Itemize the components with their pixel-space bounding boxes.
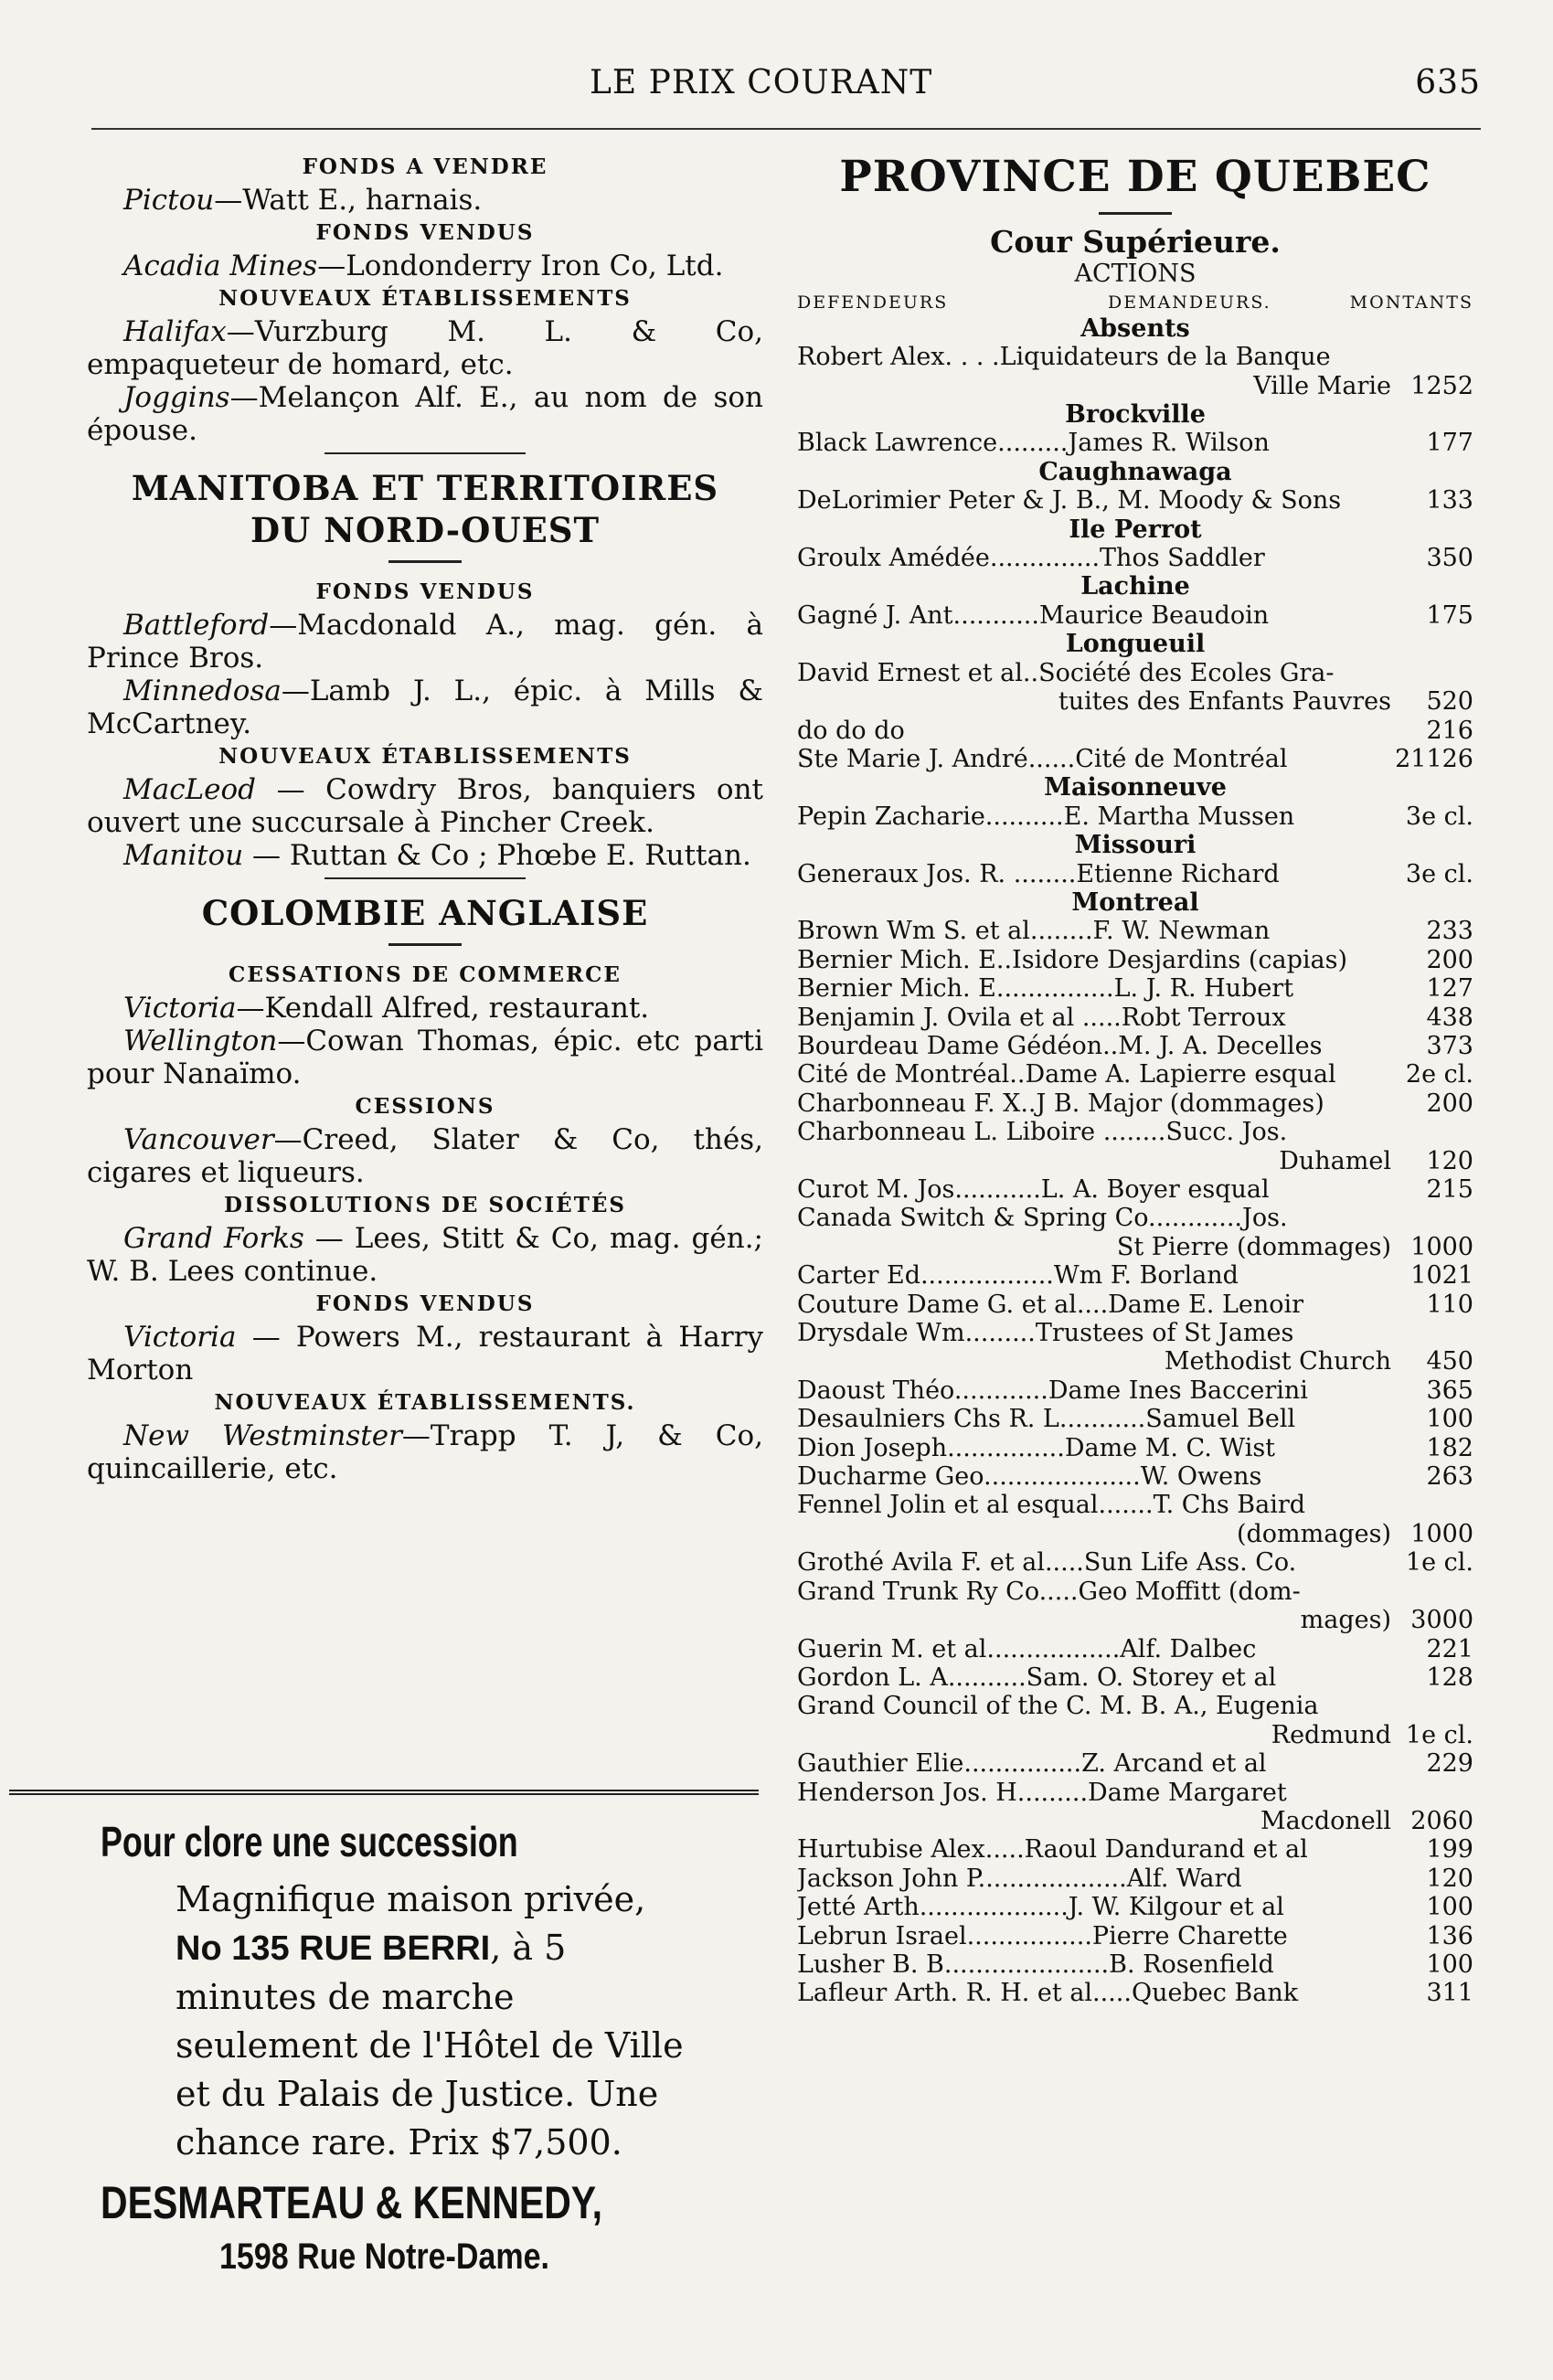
notice-entry — [87, 609, 763, 675]
action-row — [797, 1434, 1473, 1462]
action-amount: 136 — [1426, 1921, 1473, 1950]
section-rule — [324, 452, 526, 454]
notice-place: Pictou — [123, 184, 215, 217]
action-amount: 2e cl. — [1405, 1060, 1473, 1089]
place-heading: Brockville — [1065, 400, 1206, 430]
section-heading: FONDS VENDUS — [315, 579, 535, 604]
action-amount: 21126 — [1395, 744, 1473, 773]
notice-place: Victoria — [123, 1321, 237, 1354]
ad-firm: DESMARTEAU & KENNEDY, — [101, 2177, 603, 2228]
action-amount: 127 — [1426, 974, 1473, 1004]
notice-place: Victoria — [123, 992, 237, 1025]
ad-divider — [9, 1790, 759, 1795]
journal-title: LE PRIX COURANT — [590, 64, 933, 101]
action-row — [797, 802, 1473, 831]
action-row — [797, 1060, 1473, 1089]
action-amount: 133 — [1426, 486, 1473, 515]
action-parties: Pepin Zacharie..........E. Martha Mussen — [797, 802, 1295, 831]
ad-line2: , à 5 minutes de marche seulement de l'Hôtel de Ville et du Palais de Justice. Une chance rare. Prix $7,500. — [176, 1928, 684, 2162]
notice-entry — [87, 315, 763, 381]
action-row — [797, 1635, 1473, 1663]
action-parties: Jetté Arth...................J. W. Kilgour et al — [797, 1893, 1284, 1922]
action-row — [797, 1291, 1473, 1319]
action-amount: 200 — [1426, 1089, 1473, 1118]
column-headings — [797, 289, 1473, 314]
action-parties: Generaux Jos. R. ........Etienne Richard — [797, 859, 1280, 888]
action-row — [797, 1175, 1473, 1204]
action-amount: 1000 — [1410, 1519, 1473, 1548]
action-parties: Guerin M. et al.................Alf. Dalbec — [797, 1634, 1257, 1663]
action-row — [797, 1118, 1473, 1146]
action-row — [797, 1663, 1473, 1692]
action-parties: Lebrun Israel................Pierre Charette — [797, 1921, 1288, 1950]
action-amount: 100 — [1426, 1893, 1473, 1922]
col-defendeurs: DEFENDEURS — [797, 292, 949, 313]
action-row — [797, 1779, 1473, 1807]
action-parties: Bernier Mich. E...............L. J. R. Hubert — [797, 974, 1294, 1004]
action-amount: 1e cl. — [1405, 1548, 1473, 1578]
action-row — [797, 717, 1473, 745]
section-heading: FONDS VENDUS — [315, 1291, 535, 1316]
notice-place: Acadia Mines — [123, 250, 318, 282]
notice-place: MacLeod — [123, 773, 257, 806]
ad-firm-address: 1598 Rue Notre-Dame. — [219, 2237, 549, 2277]
place-heading: Missouri — [1074, 831, 1197, 860]
action-parties: Jackson John P...................Alf. Ward — [797, 1864, 1242, 1893]
action-parties: Gagné J. Ant...........Maurice Beaudoin — [797, 600, 1270, 630]
action-amount: 450 — [1426, 1347, 1473, 1376]
action-parties: St Pierre (dommages) — [1116, 1232, 1391, 1261]
action-row — [797, 1578, 1473, 1606]
action-parties: Benjamin J. Ovila et al .....Robt Terroux — [797, 1003, 1286, 1032]
advertisement — [101, 1817, 695, 2278]
action-parties: Redmund — [1271, 1720, 1391, 1749]
notice-entry — [87, 1321, 763, 1387]
section-heading: NOUVEAUX ÉTABLISSEMENTS — [218, 744, 632, 769]
action-parties: do do do — [797, 716, 905, 745]
action-row — [797, 745, 1473, 773]
action-parties: Henderson Jos. H.........Dame Margaret — [797, 1778, 1287, 1807]
notice-entry — [87, 381, 763, 447]
action-amount: 229 — [1426, 1749, 1473, 1779]
action-row — [797, 1721, 1473, 1749]
action-amount: 1252 — [1410, 371, 1473, 400]
notice-entry — [87, 250, 763, 282]
notice-text: —Trapp T. J, & Co, quincaillerie, etc. — [87, 1419, 763, 1485]
place-heading: Caughnawaga — [1038, 457, 1232, 486]
notice-text: — Powers M., restaurant à Harry Morton — [87, 1321, 763, 1387]
notice-text: — Lees, Stitt & Co, mag. gén.; W. B. Lees continue. — [87, 1222, 763, 1288]
action-row — [797, 1835, 1473, 1864]
notice-entry — [87, 1419, 763, 1485]
action-amount: 1021 — [1410, 1261, 1473, 1291]
section-heading: DISSOLUTIONS DE SOCIÉTÉS — [224, 1193, 626, 1217]
action-row — [797, 974, 1473, 1003]
action-amount: 120 — [1426, 1146, 1473, 1175]
action-amount: 1000 — [1410, 1232, 1473, 1261]
section-heading: FONDS VENDUS — [315, 220, 535, 245]
section-rule — [324, 877, 526, 879]
action-row — [797, 1950, 1473, 1979]
action-parties: (dommages) — [1236, 1519, 1391, 1548]
action-amount: 221 — [1426, 1634, 1473, 1663]
action-parties: Fennel Jolin et al esqual.......T. Chs Baird — [797, 1491, 1306, 1520]
action-parties: Gauthier Elie...............Z. Arcand et al — [797, 1749, 1267, 1779]
notice-text: —Lamb J. L., épic. à Mills & McCartney. — [87, 675, 763, 740]
action-amount: 100 — [1426, 1405, 1473, 1434]
notice-place: Manitou — [123, 839, 244, 872]
province-title: PROVINCE DE QUEBEC — [839, 152, 1431, 202]
action-amount: 175 — [1426, 600, 1473, 630]
action-row — [797, 486, 1473, 515]
notice-place: New Westminster — [123, 1419, 402, 1452]
notice-place: Grand Forks — [123, 1222, 304, 1255]
action-parties: Robert Alex. . . .Liquidateurs de la Banque — [797, 343, 1331, 372]
action-row — [797, 1004, 1473, 1032]
action-row — [797, 1606, 1473, 1634]
section-heading: NOUVEAUX ÉTABLISSEMENTS. — [214, 1390, 636, 1415]
action-amount: 216 — [1426, 716, 1473, 745]
action-row — [797, 1089, 1473, 1118]
notice-text: —Watt E., harnais. — [214, 184, 483, 217]
action-parties: Curot M. Jos...........L. A. Boyer esqual — [797, 1175, 1270, 1204]
ad-body — [176, 1875, 687, 2167]
action-amount: 215 — [1426, 1175, 1473, 1204]
action-amount: 373 — [1426, 1031, 1473, 1060]
action-row — [797, 343, 1473, 371]
notice-entry — [87, 773, 763, 839]
action-parties: Lusher B. B.....................B. Rosenfield — [797, 1950, 1274, 1979]
action-amount: 263 — [1426, 1462, 1473, 1492]
notice-entry — [87, 1123, 763, 1189]
action-parties: Grand Council of the C. M. B. A., Eugenia — [797, 1692, 1319, 1721]
action-row — [797, 1032, 1473, 1060]
action-amount: 200 — [1426, 945, 1473, 974]
action-amount: 1e cl. — [1405, 1720, 1473, 1749]
action-row — [797, 372, 1473, 400]
action-parties: Methodist Church — [1164, 1347, 1391, 1376]
ad-line1: Magnifique maison privée, — [176, 1879, 646, 1919]
action-amount: 199 — [1426, 1835, 1473, 1865]
action-parties: Cité de Montréal..Dame A. Lapierre esqual — [797, 1060, 1336, 1089]
manitoba-title-line1: MANITOBA ET TERRITOIRES — [131, 468, 719, 508]
action-amount: 3e cl. — [1405, 802, 1473, 831]
col-demandeurs: DEMANDEURS. — [1108, 292, 1271, 313]
notice-place: Battleford — [123, 609, 270, 642]
action-parties: mages) — [1300, 1606, 1391, 1635]
notice-place: Halifax — [123, 315, 227, 348]
action-parties: Desaulniers Chs R. L...........Samuel Bell — [797, 1405, 1296, 1434]
action-amount: 438 — [1426, 1003, 1473, 1032]
action-row — [797, 1865, 1473, 1893]
notice-text: —Melançon Alf. E., au nom de son épouse. — [87, 381, 763, 447]
action-row — [797, 1405, 1473, 1433]
actions-heading: ACTIONS — [1074, 260, 1197, 289]
action-parties: Bernier Mich. E..Isidore Desjardins (capias) — [797, 945, 1347, 974]
notice-text: —Macdonald A., mag. gén. à Prince Bros. — [87, 609, 763, 675]
notice-text: —Londonderry Iron Co, Ltd. — [317, 250, 724, 282]
notice-text: —Vurzburg M. L. & Co, empaqueteur de homard, etc. — [87, 315, 763, 381]
title-rule — [388, 943, 462, 946]
action-parties: Ste Marie J. André......Cité de Montréal — [797, 744, 1288, 773]
action-parties: Carter Ed.................Wm F. Borland — [797, 1261, 1239, 1291]
notice-entry — [87, 839, 763, 872]
notice-place: Wellington — [123, 1025, 278, 1057]
action-parties: Canada Switch & Spring Co............Jos. — [797, 1204, 1288, 1233]
action-parties: Grothé Avila F. et al.....Sun Life Ass. Co. — [797, 1548, 1297, 1578]
action-row — [797, 1462, 1473, 1491]
action-amount: 3e cl. — [1405, 859, 1473, 888]
action-parties: Brown Wm S. et al........F. W. Newman — [797, 917, 1271, 946]
action-row — [797, 1807, 1473, 1835]
action-row — [797, 1548, 1473, 1577]
col-montants: MONTANTS — [1349, 292, 1473, 313]
action-row — [797, 1204, 1473, 1232]
action-row — [797, 1347, 1473, 1376]
action-row — [797, 601, 1473, 630]
action-amount: 110 — [1426, 1290, 1473, 1319]
action-row — [797, 687, 1473, 716]
notice-place: Joggins — [123, 381, 230, 414]
title-rule — [388, 560, 462, 563]
action-parties: Groulx Amédée..............Thos Saddler — [797, 544, 1265, 573]
ad-headline: Pour clore une succession — [101, 1818, 518, 1865]
action-amount: 128 — [1426, 1663, 1473, 1692]
notice-text: —Kendall Alfred, restaurant. — [236, 992, 650, 1025]
action-parties: Macdonell — [1260, 1806, 1391, 1835]
action-row — [797, 1491, 1473, 1519]
action-parties: Couture Dame G. et al....Dame E. Lenoir — [797, 1290, 1304, 1319]
action-row — [797, 860, 1473, 888]
action-parties: Ville Marie — [1253, 371, 1391, 400]
action-row — [797, 1376, 1473, 1405]
actions-list — [797, 314, 1473, 2008]
action-row — [797, 1147, 1473, 1175]
action-parties: Ducharme Geo....................W. Owens — [797, 1462, 1262, 1492]
section-heading: CESSATIONS DE COMMERCE — [229, 962, 622, 987]
notice-text: — Ruttan & Co ; Phœbe E. Ruttan. — [243, 839, 751, 872]
notice-place: Minnedosa — [123, 675, 282, 707]
action-parties: Bourdeau Dame Gédéon..M. J. A. Decelles — [797, 1031, 1323, 1060]
section-heading: FONDS A VENDRE — [302, 154, 548, 179]
action-parties: Daoust Théo............Dame Ines Baccerini — [797, 1376, 1308, 1405]
action-row — [797, 1261, 1473, 1290]
action-row — [797, 1520, 1473, 1548]
action-amount: 120 — [1426, 1864, 1473, 1893]
notice-text: — Cowdry Bros, banquiers ont ouvert une succursale à Pincher Creek. — [87, 773, 763, 839]
action-parties: Dion Joseph...............Dame M. C. Wist — [797, 1433, 1276, 1462]
section-heading: NOUVEAUX ÉTABLISSEMENTS — [218, 286, 632, 311]
place-heading: Maisonneuve — [1044, 773, 1227, 802]
place-heading: Longueuil — [1065, 630, 1206, 659]
left-column — [87, 151, 763, 1485]
title-rule — [1099, 212, 1172, 215]
action-amount: 365 — [1426, 1376, 1473, 1405]
action-row — [797, 659, 1473, 687]
action-row — [797, 1233, 1473, 1261]
notice-entry — [87, 675, 763, 740]
place-heading: Lachine — [1080, 572, 1190, 601]
page-number: 635 — [1415, 64, 1481, 101]
action-parties: Lafleur Arth. R. H. et al.....Quebec Bank — [797, 1979, 1299, 2008]
notice-entry — [87, 1025, 763, 1090]
action-parties: Charbonneau L. Liboire ........Succ. Jos. — [797, 1118, 1288, 1147]
notice-entry — [87, 992, 763, 1025]
action-row — [797, 1749, 1473, 1778]
action-parties: David Ernest et al..Société des Ecoles Gra- — [797, 658, 1335, 687]
action-parties: tuites des Enfants Pauvres — [1058, 687, 1391, 717]
action-row — [797, 1692, 1473, 1720]
action-parties: DeLorimier Peter & J. B., M. Moody & Sons — [797, 486, 1342, 515]
page-header — [91, 64, 1481, 110]
action-amount: 100 — [1426, 1950, 1473, 1979]
action-parties: Charbonneau F. X..J B. Major (dommages) — [797, 1089, 1324, 1118]
court-title: Cour Supérieure. — [990, 224, 1281, 260]
section-heading: CESSIONS — [355, 1094, 495, 1119]
right-column — [797, 146, 1473, 2008]
action-row — [797, 917, 1473, 945]
action-parties: Drysdale Wm.........Trustees of St James — [797, 1319, 1294, 1348]
place-heading: Montreal — [1071, 887, 1199, 917]
colombie-title: COLOMBIE ANGLAISE — [201, 893, 649, 933]
notice-text: —Creed, Slater & Co, thés, cigares et liqueurs. — [87, 1123, 763, 1189]
action-row — [797, 1979, 1473, 2007]
notice-place: Vancouver — [123, 1123, 274, 1156]
action-row — [797, 1922, 1473, 1950]
ad-address: No 135 RUE BERRI — [176, 1929, 491, 1968]
action-row — [797, 1893, 1473, 1921]
action-parties: Duhamel — [1279, 1146, 1391, 1175]
action-amount: 520 — [1426, 687, 1473, 717]
action-amount: 177 — [1426, 429, 1473, 458]
action-amount: 3000 — [1410, 1606, 1473, 1635]
notice-text: —Cowan Thomas, épic. etc parti pour Nanaïmo. — [87, 1025, 763, 1090]
action-amount: 350 — [1426, 544, 1473, 573]
action-row — [797, 544, 1473, 572]
notice-entry — [87, 184, 763, 217]
action-amount: 182 — [1426, 1433, 1473, 1462]
action-parties: Gordon L. A..........Sam. O. Storey et al — [797, 1663, 1277, 1692]
action-amount: 233 — [1426, 917, 1473, 946]
action-parties: Black Lawrence.........James R. Wilson — [797, 429, 1270, 458]
action-row — [797, 429, 1473, 457]
place-heading: Absents — [1080, 313, 1190, 343]
action-parties: Grand Trunk Ry Co.....Geo Moffitt (dom- — [797, 1577, 1301, 1606]
notice-entry — [87, 1222, 763, 1288]
manitoba-title-line2: DU NORD-OUEST — [250, 510, 601, 550]
action-amount: 311 — [1426, 1979, 1473, 2008]
header-rule — [91, 128, 1481, 130]
place-heading: Ile Perrot — [1069, 515, 1202, 544]
action-amount: 2060 — [1410, 1806, 1473, 1835]
action-parties: Hurtubise Alex.....Raoul Dandurand et al — [797, 1835, 1308, 1865]
action-row — [797, 946, 1473, 974]
action-row — [797, 1319, 1473, 1347]
